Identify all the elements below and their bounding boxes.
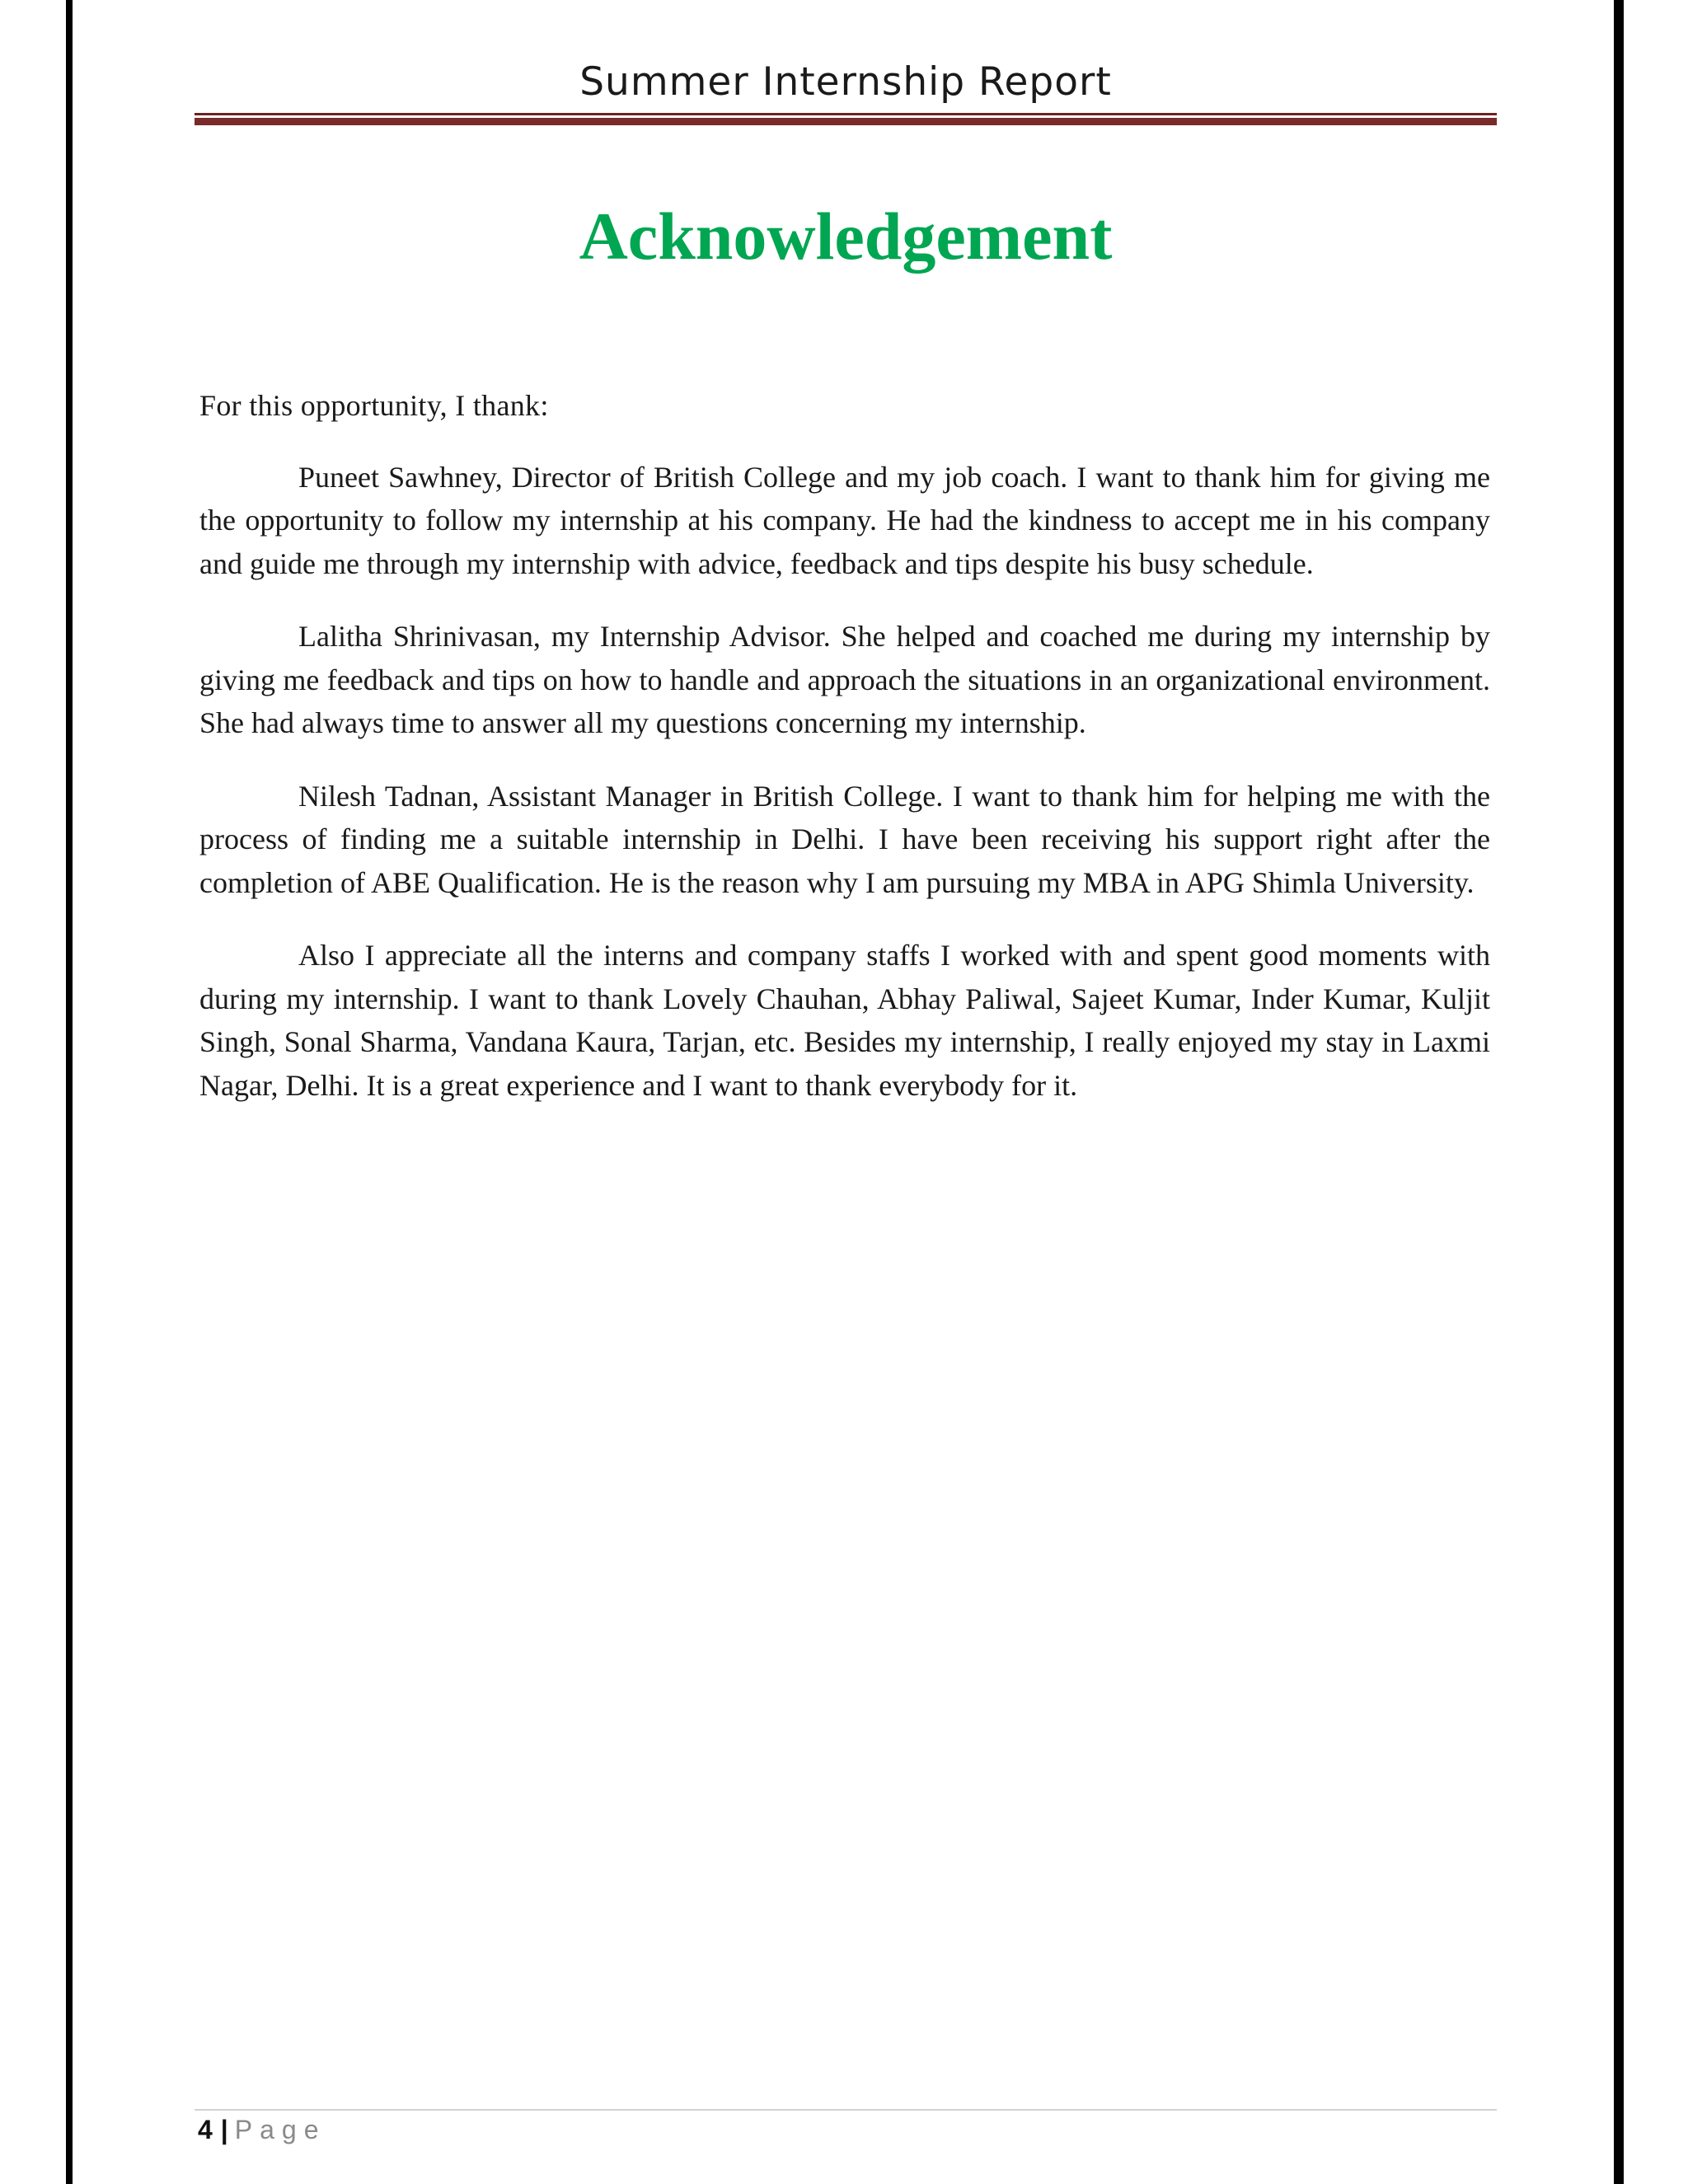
paragraph-lalitha-shrinivasan: Lalitha Shrinivasan, my Internship Advisor. She helped and coached me during my internship by giving me feedback and tips on how to handle and approach the situations in an organizational environment. She had always time to answer all my questions concerning my internship. bbox=[199, 620, 1490, 739]
document-body bbox=[199, 384, 1490, 1137]
running-header: Summer Internship Report bbox=[579, 59, 1112, 105]
footer-rule bbox=[195, 2109, 1497, 2111]
header-rule-thin bbox=[195, 113, 1497, 115]
page-number: 4 bbox=[198, 2115, 213, 2144]
paragraph-interns-and-staff: Also I appreciate all the interns and company staffs I worked with and spent good moments with during my internship. I want to thank Lovely Chauhan, Abhay Paliwal, Sajeet Kumar, Inder Kumar, Kuljit Singh, Sonal Sharma, Vandana Kaura, Tarjan, etc. Besides my internship, I really enjoyed my stay in Laxmi Nagar, Delhi. It is a great experience and I want to thank everybody for it. bbox=[199, 939, 1490, 1102]
intro-line: For this opportunity, I thank: bbox=[199, 389, 549, 422]
page-separator: | bbox=[220, 2115, 228, 2144]
paragraph-puneet-sawhney: Puneet Sawhney, Director of British College and my job coach. I want to thank him for giving me the opportunity to follow my internship at his company. He had the kindness to accept me in his company and guide me through my internship with advice, feedback and tips despite his busy schedule. bbox=[199, 460, 1490, 580]
header-rule-thick bbox=[195, 118, 1497, 125]
paragraph-nilesh-tadnan: Nilesh Tadnan, Assistant Manager in British College. I want to thank him for helping me with the process of finding me a suitable internship in Delhi. I have been receiving his support right after the completion of ABE Qualification. He is the reason why I am pursuing my MBA in APG Shimla University. bbox=[199, 779, 1490, 899]
page-label: Page bbox=[234, 2115, 326, 2144]
page-footer bbox=[198, 2111, 326, 2149]
page-title: Acknowledgement bbox=[579, 199, 1113, 274]
page-border-right bbox=[1614, 0, 1624, 2184]
page-border-left bbox=[66, 0, 73, 2184]
